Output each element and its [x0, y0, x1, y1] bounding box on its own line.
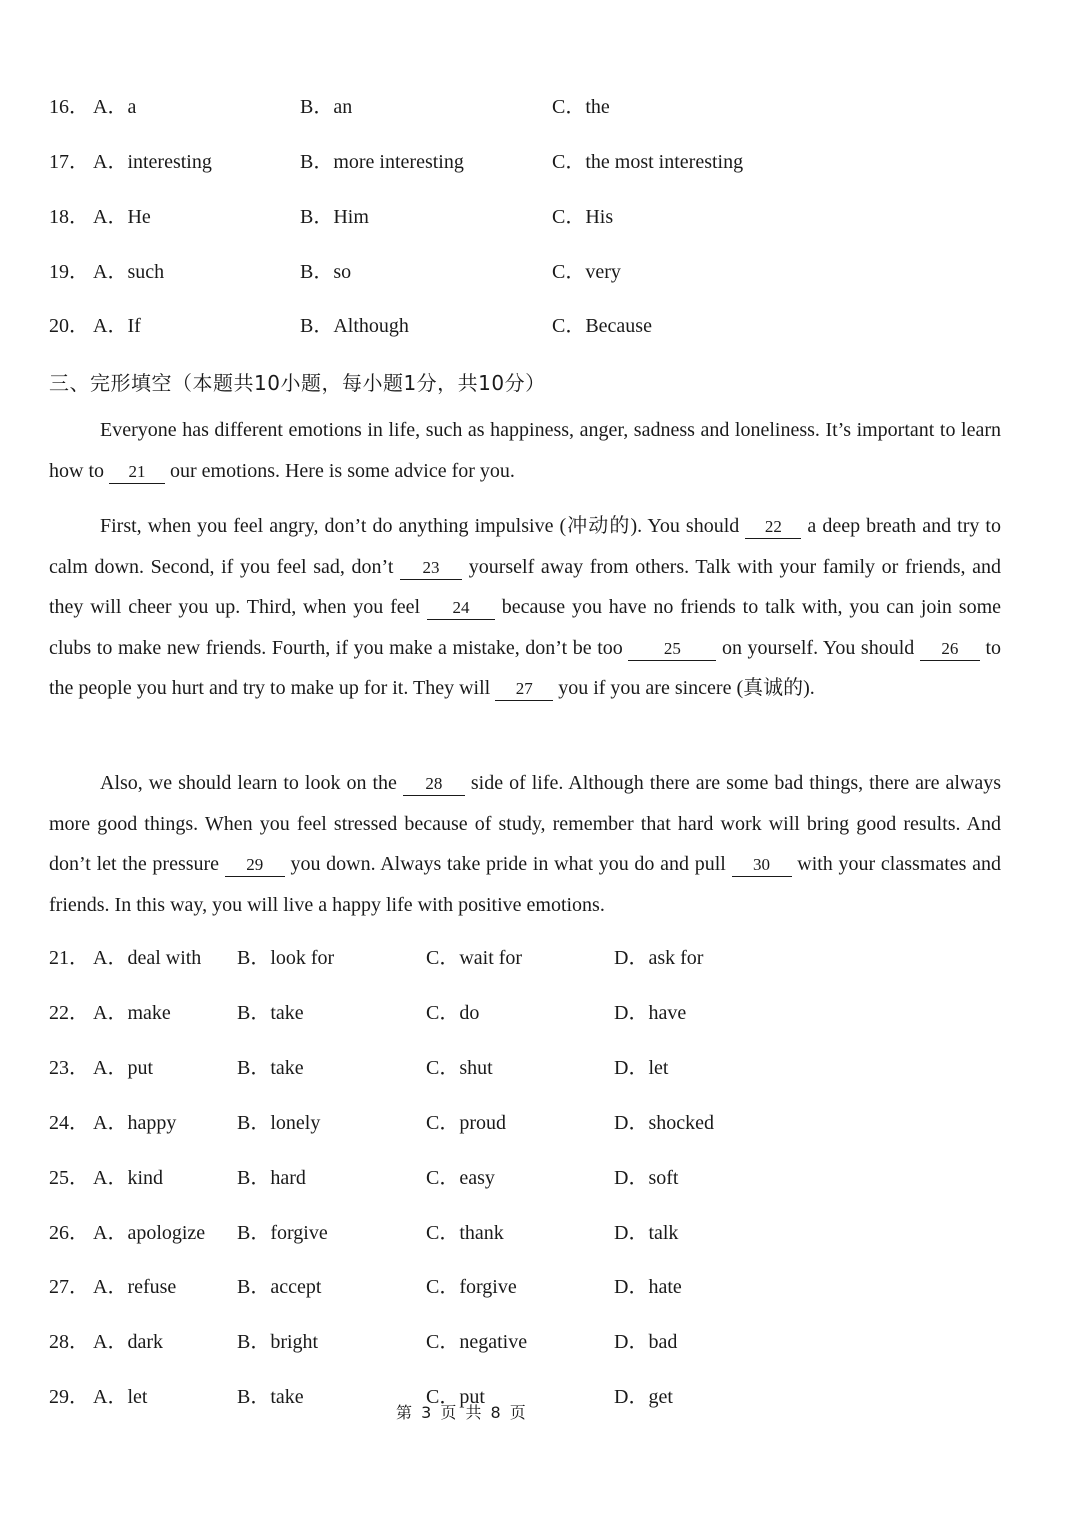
question-row	[49, 1272, 769, 1302]
option-a: A．If	[93, 315, 141, 337]
option-d: D．shocked	[614, 1112, 714, 1134]
question-row	[49, 92, 809, 122]
question-number: 26．	[49, 1222, 89, 1244]
passage-text: because you have no friends to talk with, you can join some clubs to make new friends. Fourth, if you make a mistake, don’t be too	[49, 596, 1002, 659]
blank-26[interactable]: 26	[920, 638, 980, 661]
question-number: 25．	[49, 1167, 89, 1189]
option-c: C．the most interesting	[552, 151, 744, 173]
question-row	[49, 311, 809, 341]
option-c: C．His	[552, 206, 614, 228]
option-a: A．let	[93, 1386, 148, 1408]
blank-23[interactable]: 23	[400, 557, 462, 580]
question-row	[49, 1108, 769, 1138]
blank-30[interactable]: 30	[732, 854, 792, 877]
option-a: A．kind	[93, 1167, 163, 1189]
option-a: A．interesting	[93, 151, 212, 173]
blank-24[interactable]: 24	[427, 597, 495, 620]
question-number: 19．	[49, 261, 89, 283]
question-row	[49, 147, 809, 177]
question-number: 20．	[49, 315, 89, 337]
passage-text: to the people you hurt and try to make up for it. They will	[49, 636, 1001, 699]
option-b: B．lonely	[237, 1112, 321, 1134]
passage-paragraph-1	[49, 410, 1001, 491]
question-row	[49, 943, 769, 973]
option-c: C．Because	[552, 315, 652, 337]
question-row	[49, 1218, 769, 1248]
option-a: A．make	[93, 1002, 171, 1024]
question-row	[49, 1327, 769, 1357]
option-b: B．an	[300, 96, 353, 118]
option-c: C．shut	[426, 1057, 493, 1079]
option-c: C．thank	[426, 1222, 504, 1244]
option-c: C．very	[552, 261, 621, 283]
question-number: 18．	[49, 206, 89, 228]
option-d: D．get	[614, 1386, 673, 1408]
question-row	[49, 1053, 769, 1083]
option-b: B．bright	[237, 1331, 319, 1353]
option-b: B．take	[237, 1002, 304, 1024]
blank-28[interactable]: 28	[403, 773, 465, 796]
question-number: 16．	[49, 96, 89, 118]
option-a: A．happy	[93, 1112, 177, 1134]
option-d: D．soft	[614, 1167, 679, 1189]
option-d: D．ask for	[614, 947, 704, 969]
option-c: C．negative	[426, 1331, 528, 1353]
option-b: B．Although	[300, 315, 409, 337]
passage-paragraph-2	[49, 506, 1001, 709]
option-b: B．so	[300, 261, 352, 283]
blank-21[interactable]: 21	[109, 461, 165, 484]
blank-29[interactable]: 29	[225, 854, 285, 877]
option-a: A．refuse	[93, 1276, 177, 1298]
option-a: A．dark	[93, 1331, 163, 1353]
blank-22[interactable]: 22	[745, 516, 801, 539]
option-c: C．wait for	[426, 947, 523, 969]
option-d: D．let	[614, 1057, 669, 1079]
option-b: B．more interesting	[300, 151, 464, 173]
option-c: C．proud	[426, 1112, 506, 1134]
option-b: B．look for	[237, 947, 335, 969]
question-row	[49, 998, 769, 1028]
passage-text: our emotions. Here is some advice for you.	[165, 459, 515, 482]
option-d: D．talk	[614, 1222, 679, 1244]
passage-text: with your classmates and friends. In this way, you will live a happy life with positive emotions.	[49, 853, 1002, 916]
blank-27[interactable]: 27	[495, 678, 553, 701]
question-number: 21．	[49, 947, 89, 969]
question-number: 28．	[49, 1331, 89, 1353]
passage-text: you down. Always take pride in what you do and pull	[284, 853, 732, 875]
option-c: C．forgive	[426, 1276, 517, 1298]
option-c: C．put	[426, 1386, 485, 1408]
question-number: 17．	[49, 151, 89, 173]
passage-text: Also, we should learn to look on the	[100, 772, 403, 794]
question-number: 29．	[49, 1386, 89, 1408]
passage-text: yourself away from others. Talk with your family or friends, and they will cheer you up. Third, when you feel	[49, 555, 1001, 618]
passage-text: First, when you feel angry, don’t do anything impulsive (冲动的). You should	[100, 515, 746, 537]
option-a: A．put	[93, 1057, 153, 1079]
question-row	[49, 202, 809, 232]
blank-25[interactable]: 25	[628, 638, 716, 661]
option-d: D．have	[614, 1002, 687, 1024]
passage-text: side of life. Although there are some bad things, there are always more good things. When you feel stressed because of study, remember that hard work will bring good results. And don’t let the pressure	[49, 772, 1002, 875]
passage-text: a deep breath and try to calm down. Second, if you feel sad, don’t	[49, 515, 1001, 578]
question-row	[49, 1163, 769, 1193]
question-row	[49, 257, 809, 287]
option-b: B．hard	[237, 1167, 306, 1189]
question-number: 22．	[49, 1002, 89, 1024]
option-a: A．such	[93, 261, 165, 283]
passage-text: on yourself. You should	[716, 636, 920, 659]
option-a: A．apologize	[93, 1222, 206, 1244]
option-b: B．Him	[300, 206, 369, 228]
option-c: C．do	[426, 1002, 480, 1024]
option-a: A．He	[93, 206, 151, 228]
option-a: A．a	[93, 96, 137, 118]
option-b: B．take	[237, 1057, 304, 1079]
option-c: C．easy	[426, 1167, 495, 1189]
option-b: B．accept	[237, 1276, 322, 1298]
option-b: B．take	[237, 1386, 304, 1408]
section-title: 三、完形填空（本题共10小题，每小题1分，共10分）	[49, 371, 546, 395]
page-footer: 第 3 页 共 8 页	[396, 1403, 528, 1422]
option-a: A．deal with	[93, 947, 202, 969]
passage-text: you if you are sincere (真诚的).	[553, 677, 815, 699]
option-d: D．bad	[614, 1331, 678, 1353]
question-number: 23．	[49, 1057, 89, 1079]
option-c: C．the	[552, 96, 610, 118]
question-number: 24．	[49, 1112, 89, 1134]
passage-text: Everyone has different emotions in life, such as happiness, anger, sadness and loneliness. It’s important to learn how to	[49, 419, 1001, 482]
passage-paragraph-3	[49, 763, 1001, 925]
question-number: 27．	[49, 1276, 89, 1298]
option-d: D．hate	[614, 1276, 682, 1298]
option-b: B．forgive	[237, 1222, 328, 1244]
